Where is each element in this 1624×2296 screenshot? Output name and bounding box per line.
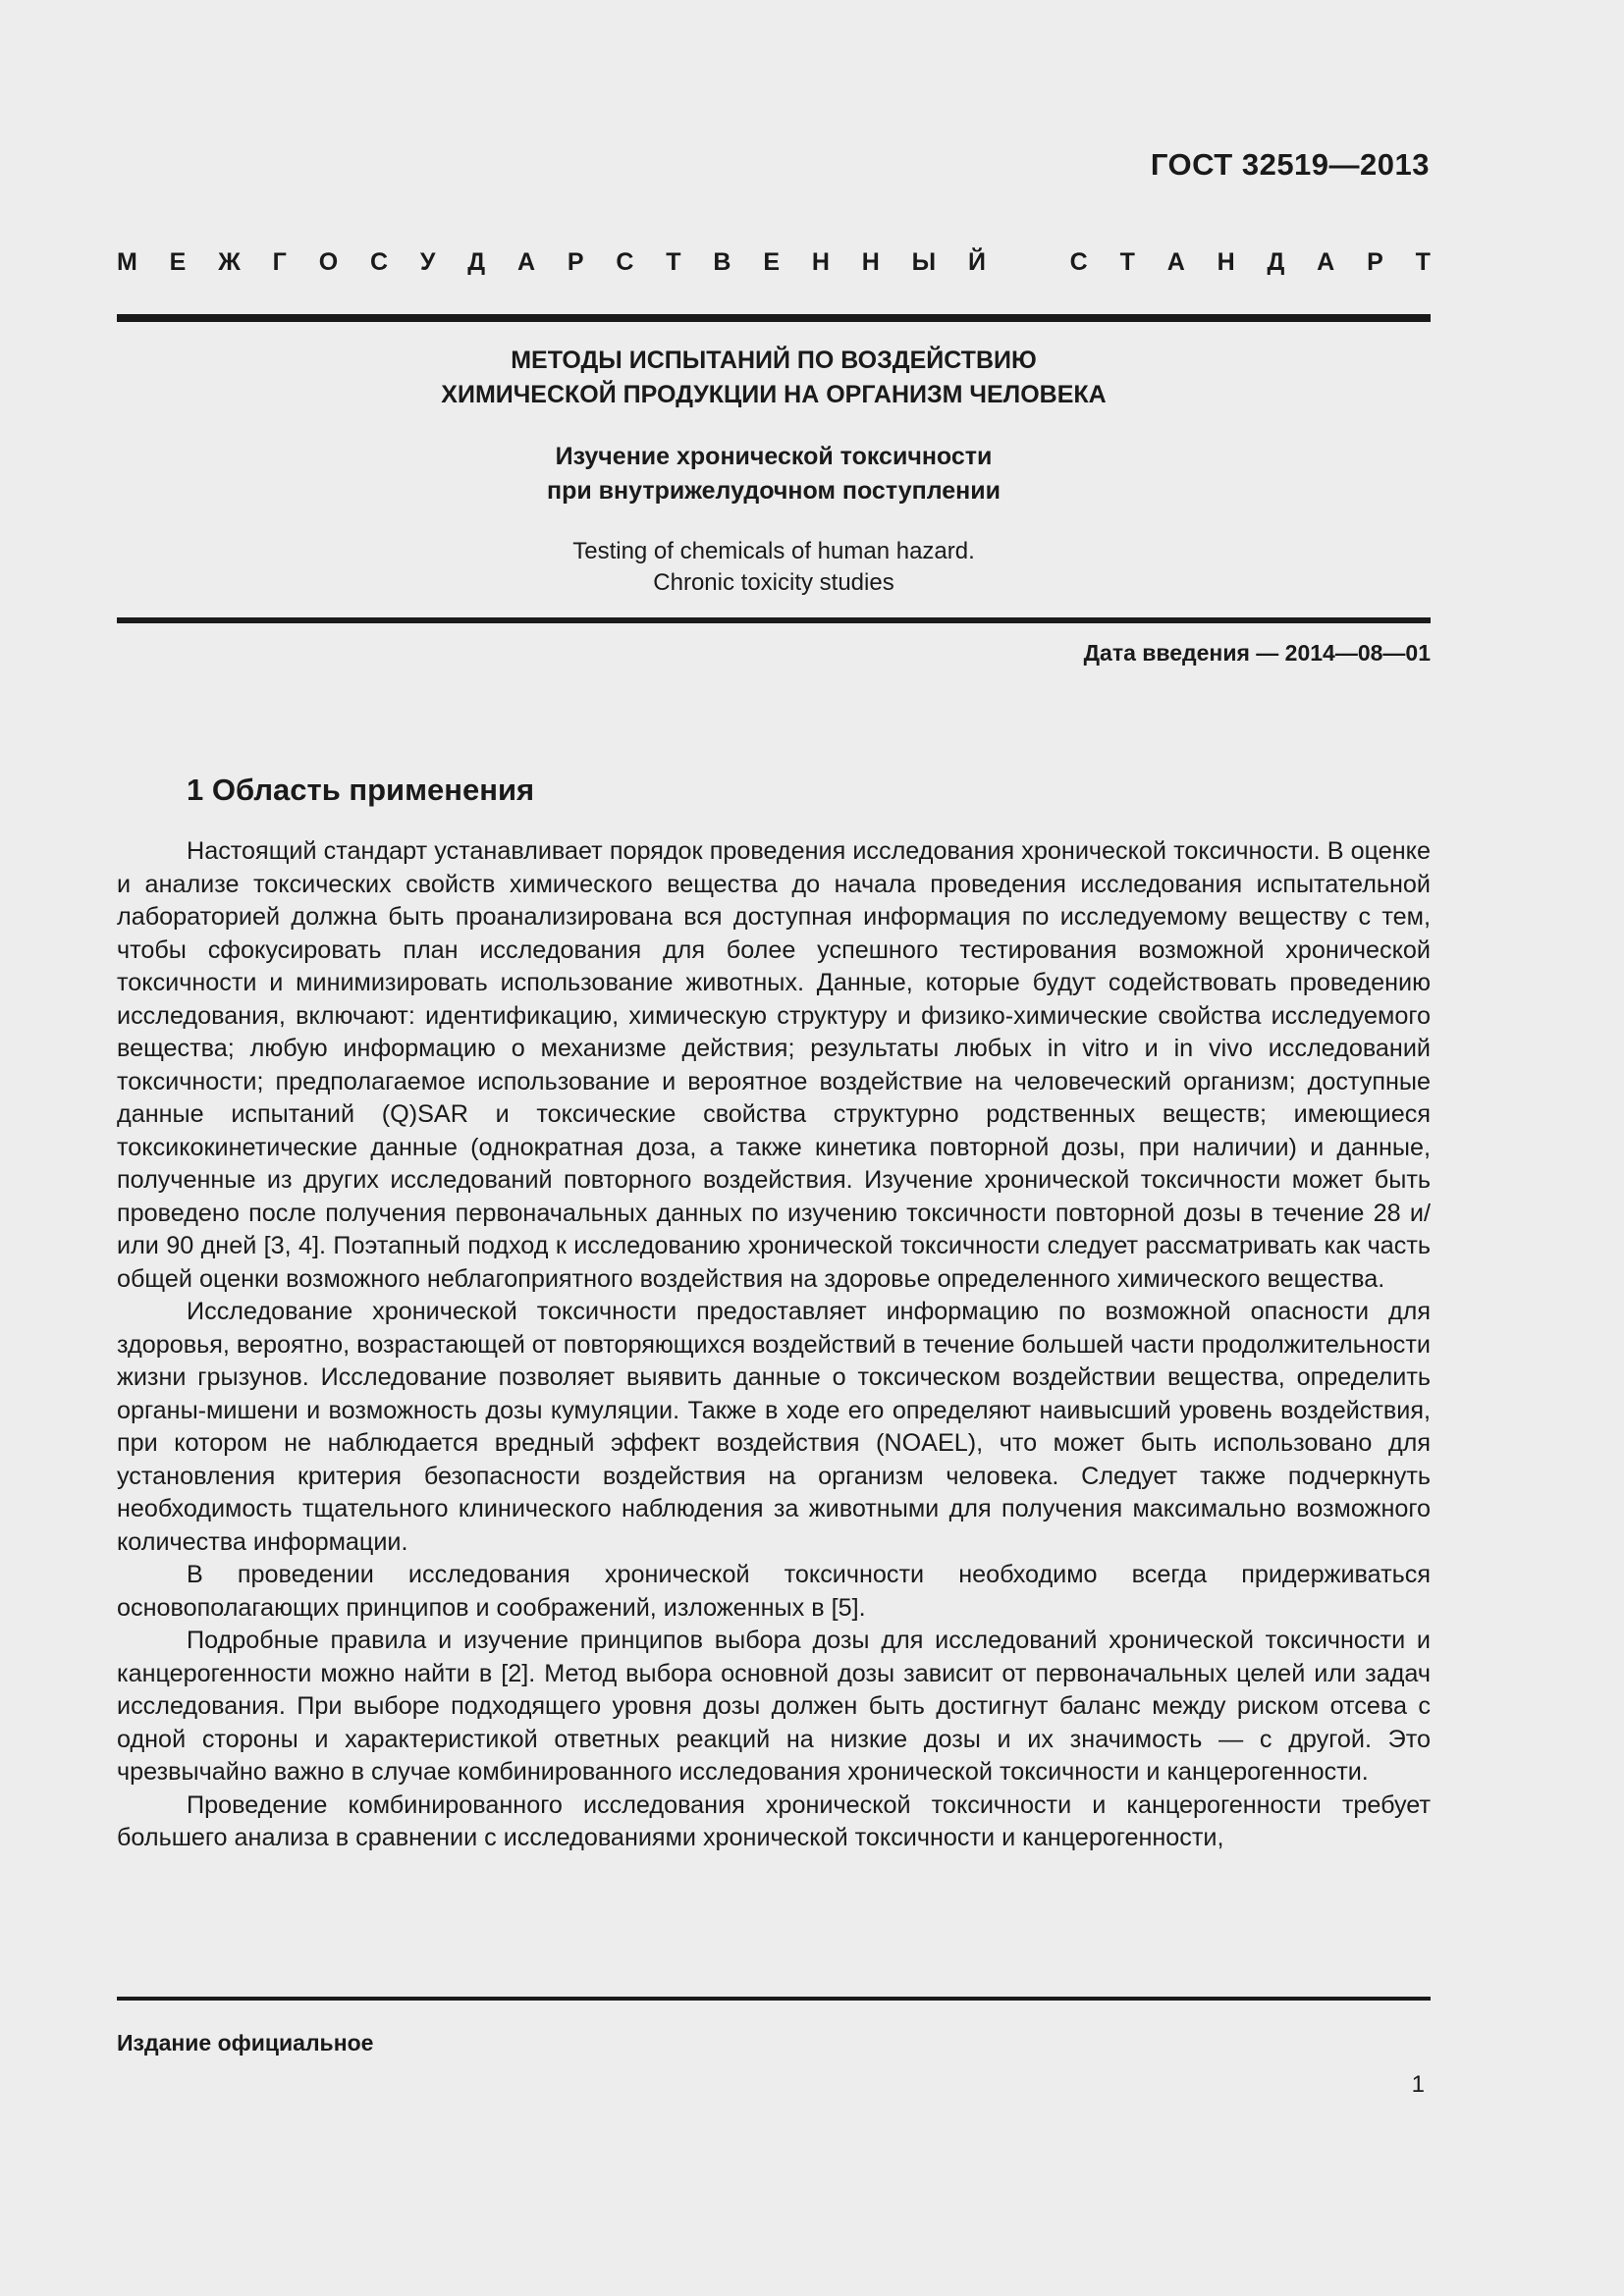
document-subtitle	[117, 440, 1431, 508]
standard-type-heading	[117, 248, 1431, 277]
letter: Г	[272, 248, 287, 276]
document-number: ГОСТ 32519—2013	[1150, 147, 1430, 182]
title-divider	[117, 617, 1431, 623]
letter: Т	[666, 248, 681, 276]
letter: Н	[811, 248, 830, 276]
title-line: МЕТОДЫ ИСПЫТАНИЙ ПО ВОЗДЕЙСТВИЮ	[511, 347, 1037, 374]
english-title-line: Testing of chemicals of human hazard.	[572, 538, 975, 564]
letter: А	[1166, 248, 1185, 276]
edition-label: Издание официальное	[117, 2030, 374, 2056]
letter: Д	[467, 248, 486, 276]
letter: Н	[1217, 248, 1235, 276]
letter: О	[318, 248, 339, 276]
letter: С	[616, 248, 634, 276]
footer-divider	[117, 1997, 1431, 2001]
letter: Й	[968, 248, 986, 276]
subtitle-line: при внутрижелудочном поступлении	[547, 477, 1001, 505]
letter: В	[713, 248, 731, 276]
letter: С	[1069, 248, 1088, 276]
letter: У	[419, 248, 436, 276]
letter: Т	[1415, 248, 1431, 276]
letter: Е	[169, 248, 187, 276]
letter: Р	[567, 248, 584, 276]
title-line: ХИМИЧЕСКОЙ ПРОДУКЦИИ НА ОРГАНИЗМ ЧЕЛОВЕКА	[441, 381, 1107, 408]
paragraph: Настоящий стандарт устанавливает порядок проведения исследования хронической токсичности. В оценке и анализе токсических свойств химического вещества до начала проведения исследования испытательной лабораторией должна быть проанализирована вся доступная информация по исследуемому веществу с тем, чтобы сфокусировать план исследования для более успешного тестирования возможной хронической токсичности и минимизировать использование животных. Данные, которые будут содействовать проведению исследования, включают: идентификацию, химическую структуру и физико-химические свойства исследуемого вещества; любую информацию о механизме действия; результаты любых in vitro и in vivo исследований токсичности; предполагаемое использование и вероятное воздействие на человеческий организм; доступные данные испытаний (Q)SAR и токсические свойства структурно родственных веществ; имеющиеся токсикокинетические данные (однократная доза, а также кинетика повторной дозы, при наличии) и данные, полученные из других исследований повторного воздействия. Изучение хронической токсичности может быть проведено после получения первоначальных данных по изучению токсичности повторной дозы в течение 28 и/или 90 дней [3, 4]. Поэтапный подход к исследованию хронической токсичности следует рассматривать как часть общей оценки возможного неблагоприятного воздействия на здоровье определенного химического вещества.	[117, 837, 1431, 1293]
letter: Ж	[218, 248, 241, 276]
letter: Е	[763, 248, 781, 276]
top-divider	[117, 314, 1431, 322]
english-title	[117, 536, 1431, 599]
letter: Т	[1119, 248, 1135, 276]
paragraph: В проведении исследования хронической токсичности необходимо всегда придерживаться основополагающих принципов и соображений, изложенных в [5].	[117, 1561, 1431, 1622]
english-title-line: Chronic toxicity studies	[653, 569, 894, 596]
introduction-date: Дата введения — 2014—08—01	[1083, 640, 1431, 666]
letter: Д	[1267, 248, 1285, 276]
section-heading: 1 Область применения	[187, 773, 535, 807]
letter: Н	[861, 248, 880, 276]
letter: М	[117, 248, 137, 276]
letter: А	[516, 248, 536, 276]
section-body	[117, 835, 1431, 1855]
paragraph: Подробные правила и изучение принципов выбора дозы для исследований хронической токсичности и канцерогенности можно найти в [2]. Метод выбора основной дозы зависит от первоначальных целей или задач исследования. При выборе подходящего уровня дозы должен быть достигнут баланс между риском отсева с одной стороны и характеристикой ответных реакций на низкие дозы и их значимость — с другой. Это чрезвычайно важно в случае комбинированного исследования хронической токсичности и канцерогенности.	[117, 1627, 1431, 1786]
subtitle-line: Изучение хронической токсичности	[555, 443, 993, 470]
letter: Р	[1367, 248, 1383, 276]
letter: Ы	[911, 248, 937, 276]
letter: С	[369, 248, 389, 276]
paragraph: Проведение комбинированного исследования хронической токсичности и канцерогенности требует большего анализа в сравнении с исследованиями хронической токсичности и канцерогенности,	[117, 1790, 1431, 1851]
letter: А	[1317, 248, 1335, 276]
document-title	[117, 344, 1431, 412]
paragraph: Исследование хронической токсичности предоставляет информацию по возможной опасности для здоровья, вероятно, возрастающей от повторяющихся воздействий в течение большей части продолжительности жизни грызунов. Исследование позволяет выявить данные о токсическом воздействии вещества, определить органы-мишени и возможность дозы кумуляции. Также в ходе его определяют наивысший уровень воздействия, при котором не наблюдается вредный эффект воздействия (NOAEL), что может быть использовано для установления критерия безопасности воздействия на организм человека. Следует также подчеркнуть необходимость тщательного клинического наблюдения за животными для получения максимально возможного количества информации.	[117, 1298, 1431, 1556]
page-number: 1	[1411, 2071, 1425, 2098]
word-gap	[1018, 248, 1038, 277]
